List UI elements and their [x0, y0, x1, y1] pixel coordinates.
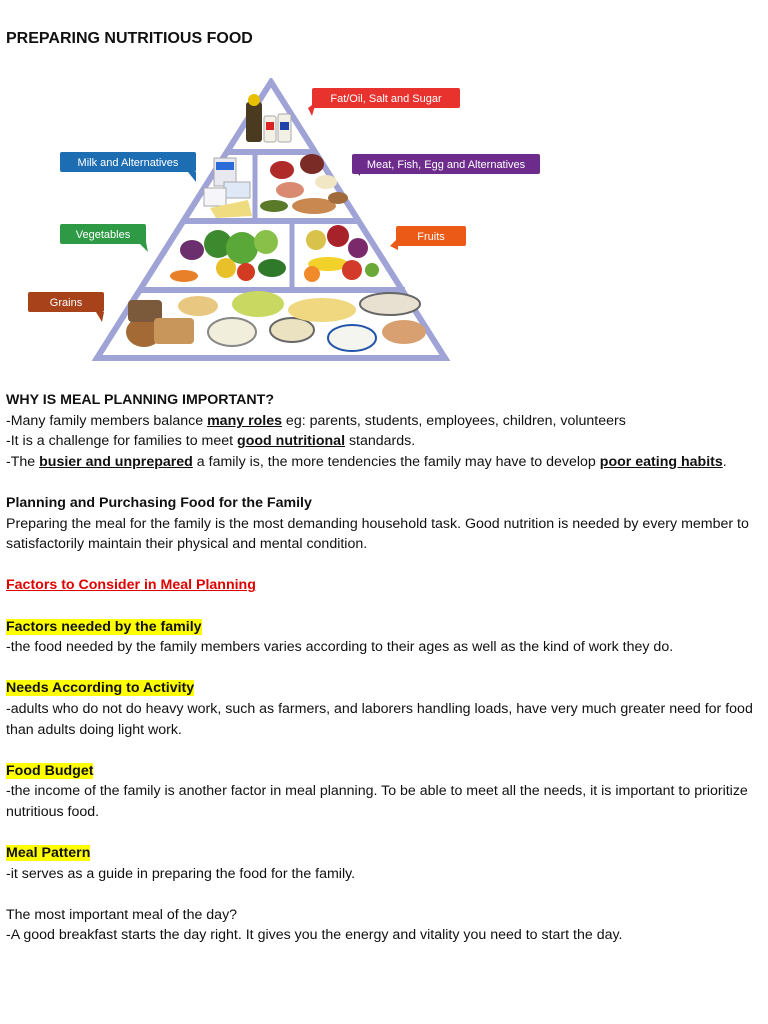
factors-heading: Factors to Consider in Meal Planning — [6, 577, 256, 594]
planning-heading: Planning and Purchasing Food for the Family — [6, 494, 312, 511]
important-meal-answer: -A good breakfast starts the day right. It gives you the energy and vitality you need to start the day. — [6, 927, 623, 944]
label-fat-oil-salt-sugar — [308, 88, 460, 116]
svg-text:Fruits: Fruits — [417, 231, 445, 243]
budget-heading: Food Budget — [6, 762, 94, 779]
family-text: -the food needed by the family members varies according to their ages as well as the kind of work they do. — [6, 639, 674, 656]
why-point-2: -It is a challenge for families to meet good nutritional standards. — [6, 433, 416, 450]
svg-text:Meat, Fish, Egg and Alternativ: Meat, Fish, Egg and Alternatives — [366, 159, 526, 171]
page-title: PREPARING NUTRITIOUS FOOD — [6, 30, 253, 47]
budget-text: -the income of the family is another factor in meal planning. To be able to meet all the needs, it is important to prioritize nutritious food. — [6, 783, 748, 820]
important-meal-question: The most important meal of the day? — [6, 906, 238, 923]
svg-text:Milk and Alternatives: Milk and Alternatives — [77, 157, 179, 169]
food-pyramid-illustration — [20, 78, 560, 370]
meal-pattern-heading: Meal Pattern — [6, 845, 91, 862]
label-fruits — [390, 226, 466, 250]
planning-text: Preparing the meal for the family is the most demanding household task. Good nutrition is needed by every member to satisfactorily maintain their physical and mental condition. — [6, 515, 749, 553]
document-body — [6, 390, 764, 946]
svg-text:Fat/Oil, Salt and Sugar: Fat/Oil, Salt and Sugar — [330, 93, 442, 105]
svg-text:Grains: Grains — [49, 297, 83, 309]
why-point-1: -Many family members balance many roles eg: parents, students, employees, children, volunteers — [6, 412, 626, 429]
meal-pattern-text: -it serves as a guide in preparing the food for the family. — [6, 865, 356, 882]
why-point-3: -The busier and unprepared a family is, the more tendencies the family may have to develop poor eating habits. — [6, 453, 727, 470]
label-vegetables — [60, 224, 148, 252]
family-heading: Factors needed by the family — [6, 618, 202, 635]
activity-heading: Needs According to Activity — [6, 680, 195, 697]
why-heading: WHY IS MEAL PLANNING IMPORTANT? — [6, 392, 274, 408]
label-grains — [28, 292, 104, 322]
label-milk-alternatives — [60, 152, 196, 182]
svg-text:Vegetables: Vegetables — [75, 229, 131, 241]
activity-text: -adults who do not do heavy work, such as farmers, and laborers handling loads, have very much greater need for food than adults doing light work. — [6, 700, 753, 738]
label-meat-fish-egg — [352, 154, 540, 176]
